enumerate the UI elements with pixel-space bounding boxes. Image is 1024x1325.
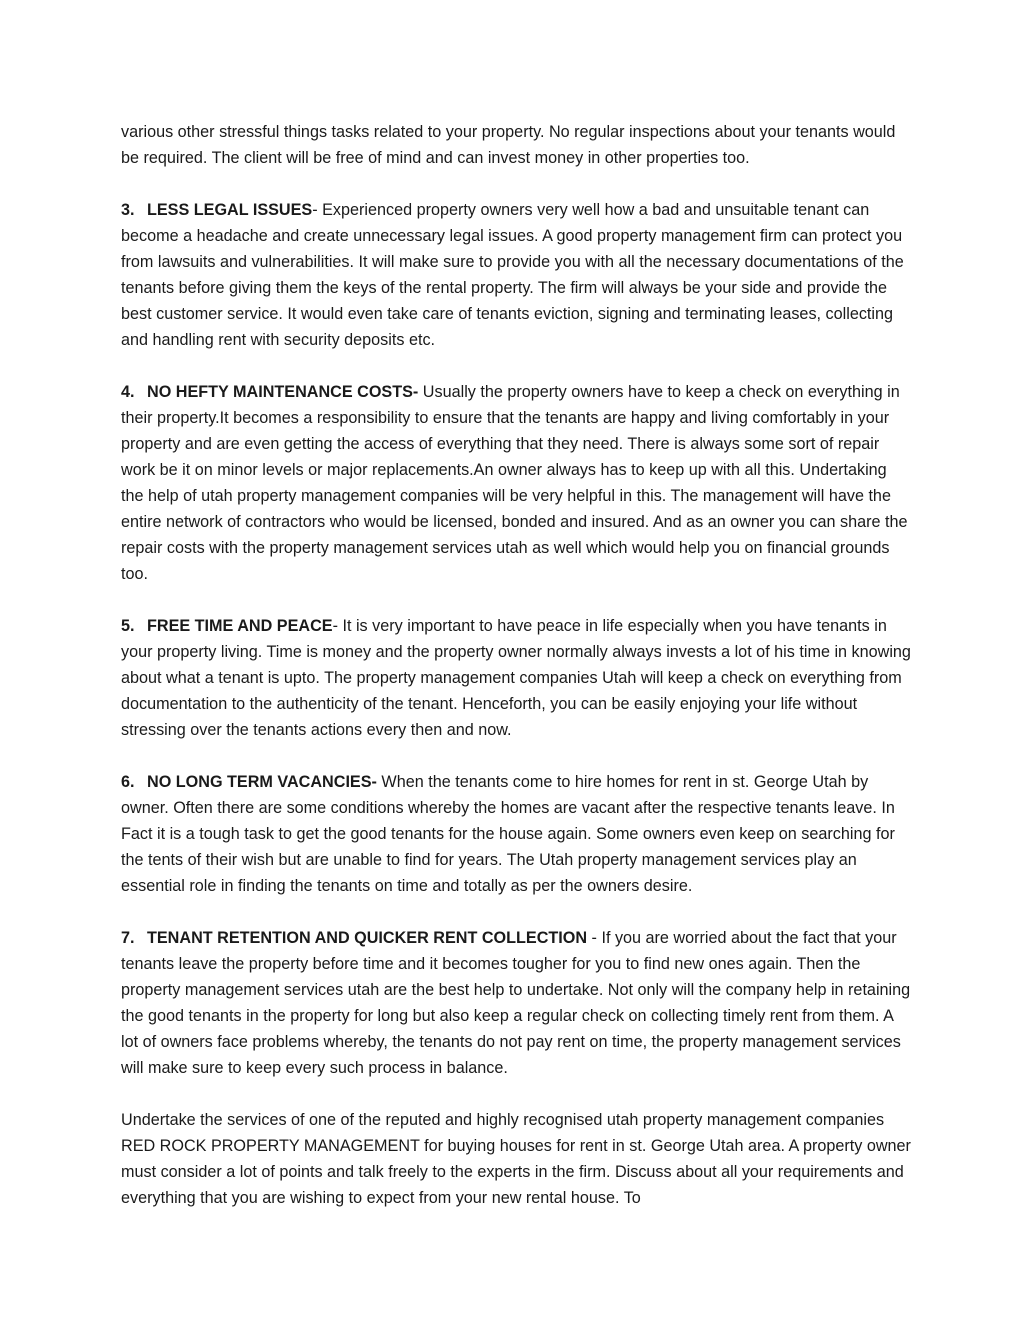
section-3-number: 3. [121, 201, 135, 219]
section-7-body: - If you are worried about the fact that your tenants leave the property before time and it becomes tougher for you to find new ones again. Then the property management services utah are the best help to undertake. Not only will the company help in retaining the good tenants in the property for long but also keep a regular check on collecting timely rent from them. A lot of owners face problems whereby, the tenants do not pay rent on time, the property management services will make sure to keep every such process in balance. [121, 929, 911, 1077]
section-5-number: 5. [121, 617, 135, 635]
section-5-paragraph [121, 613, 911, 743]
section-3-heading: LESS LEGAL ISSUES [147, 201, 313, 219]
section-7-heading: TENANT RETENTION AND QUICKER RENT COLLECTION [147, 929, 588, 947]
section-6-heading: NO LONG TERM VACANCIES- [147, 773, 377, 791]
intro-paragraph: various other stressful things tasks related to your property. No regular inspections about your tenants would be required. The client will be free of mind and can invest money in other properties too. [121, 123, 896, 167]
section-4-body: Usually the property owners have to keep a check on everything in their property.It becomes a responsibility to ensure that the tenants are happy and living comfortably in your property and are even getting the access of everything that they need. There is always some sort of repair work be it on minor levels or major replacements.An owner always has to keep up with all this. Undertaking the help of utah property management companies will be very helpful in this. The management will have the entire network of contractors who would be licensed, bonded and insured. And as an owner you can share the repair costs with the property management services utah as well which would help you on financial grounds too. [121, 383, 908, 583]
section-6-paragraph [121, 769, 911, 899]
section-7-number: 7. [121, 929, 135, 947]
section-4-number: 4. [121, 383, 135, 401]
document-page [121, 119, 911, 1237]
section-6-number: 6. [121, 773, 135, 791]
section-4-paragraph [121, 379, 911, 587]
section-3-body: - Experienced property owners very well how a bad and unsuitable tenant can become a headache and create unnecessary legal issues. A good property management firm can protect you from lawsuits and vulnerabilities. It will make sure to provide you with all the necessary documentations of the tenants before giving them the keys of the rental property. The firm will always be your side and provide the best customer service. It would even take care of tenants eviction, signing and terminating leases, collecting and handling rent with security deposits etc. [121, 201, 904, 349]
section-5-heading: FREE TIME AND PEACE [147, 617, 333, 635]
section-6-body: When the tenants come to hire homes for rent in st. George Utah by owner. Often there are some conditions whereby the homes are vacant after the respective tenants leave. In Fact it is a tough task to get the good tenants for the house again. Some owners even keep on searching for the tents of their wish but are unable to find for years. The Utah property management services play an essential role in finding the tenants on time and totally as per the owners desire. [121, 773, 895, 895]
section-5-body: - It is very important to have peace in life especially when you have tenants in your property living. Time is money and the property owner normally always invests a lot of his time in knowing about what a tenant is upto. The property management companies Utah will keep a check on everything from documentation to the authenticity of the tenant. Henceforth, you can be easily enjoying your life without stressing over the tenants actions every then and now. [121, 617, 911, 739]
section-3-paragraph [121, 197, 911, 353]
section-4-heading: NO HEFTY MAINTENANCE COSTS- [147, 383, 419, 401]
section-7-paragraph [121, 925, 911, 1081]
closing-paragraph: Undertake the services of one of the reputed and highly recognised utah property management companies RED ROCK PROPERTY MANAGEMENT for buying houses for rent in st. George Utah area. A property owner must consider a lot of points and talk freely to the experts in the firm. Discuss about all your requirements and everything that you are wishing to expect from your new rental house. To [121, 1111, 911, 1207]
